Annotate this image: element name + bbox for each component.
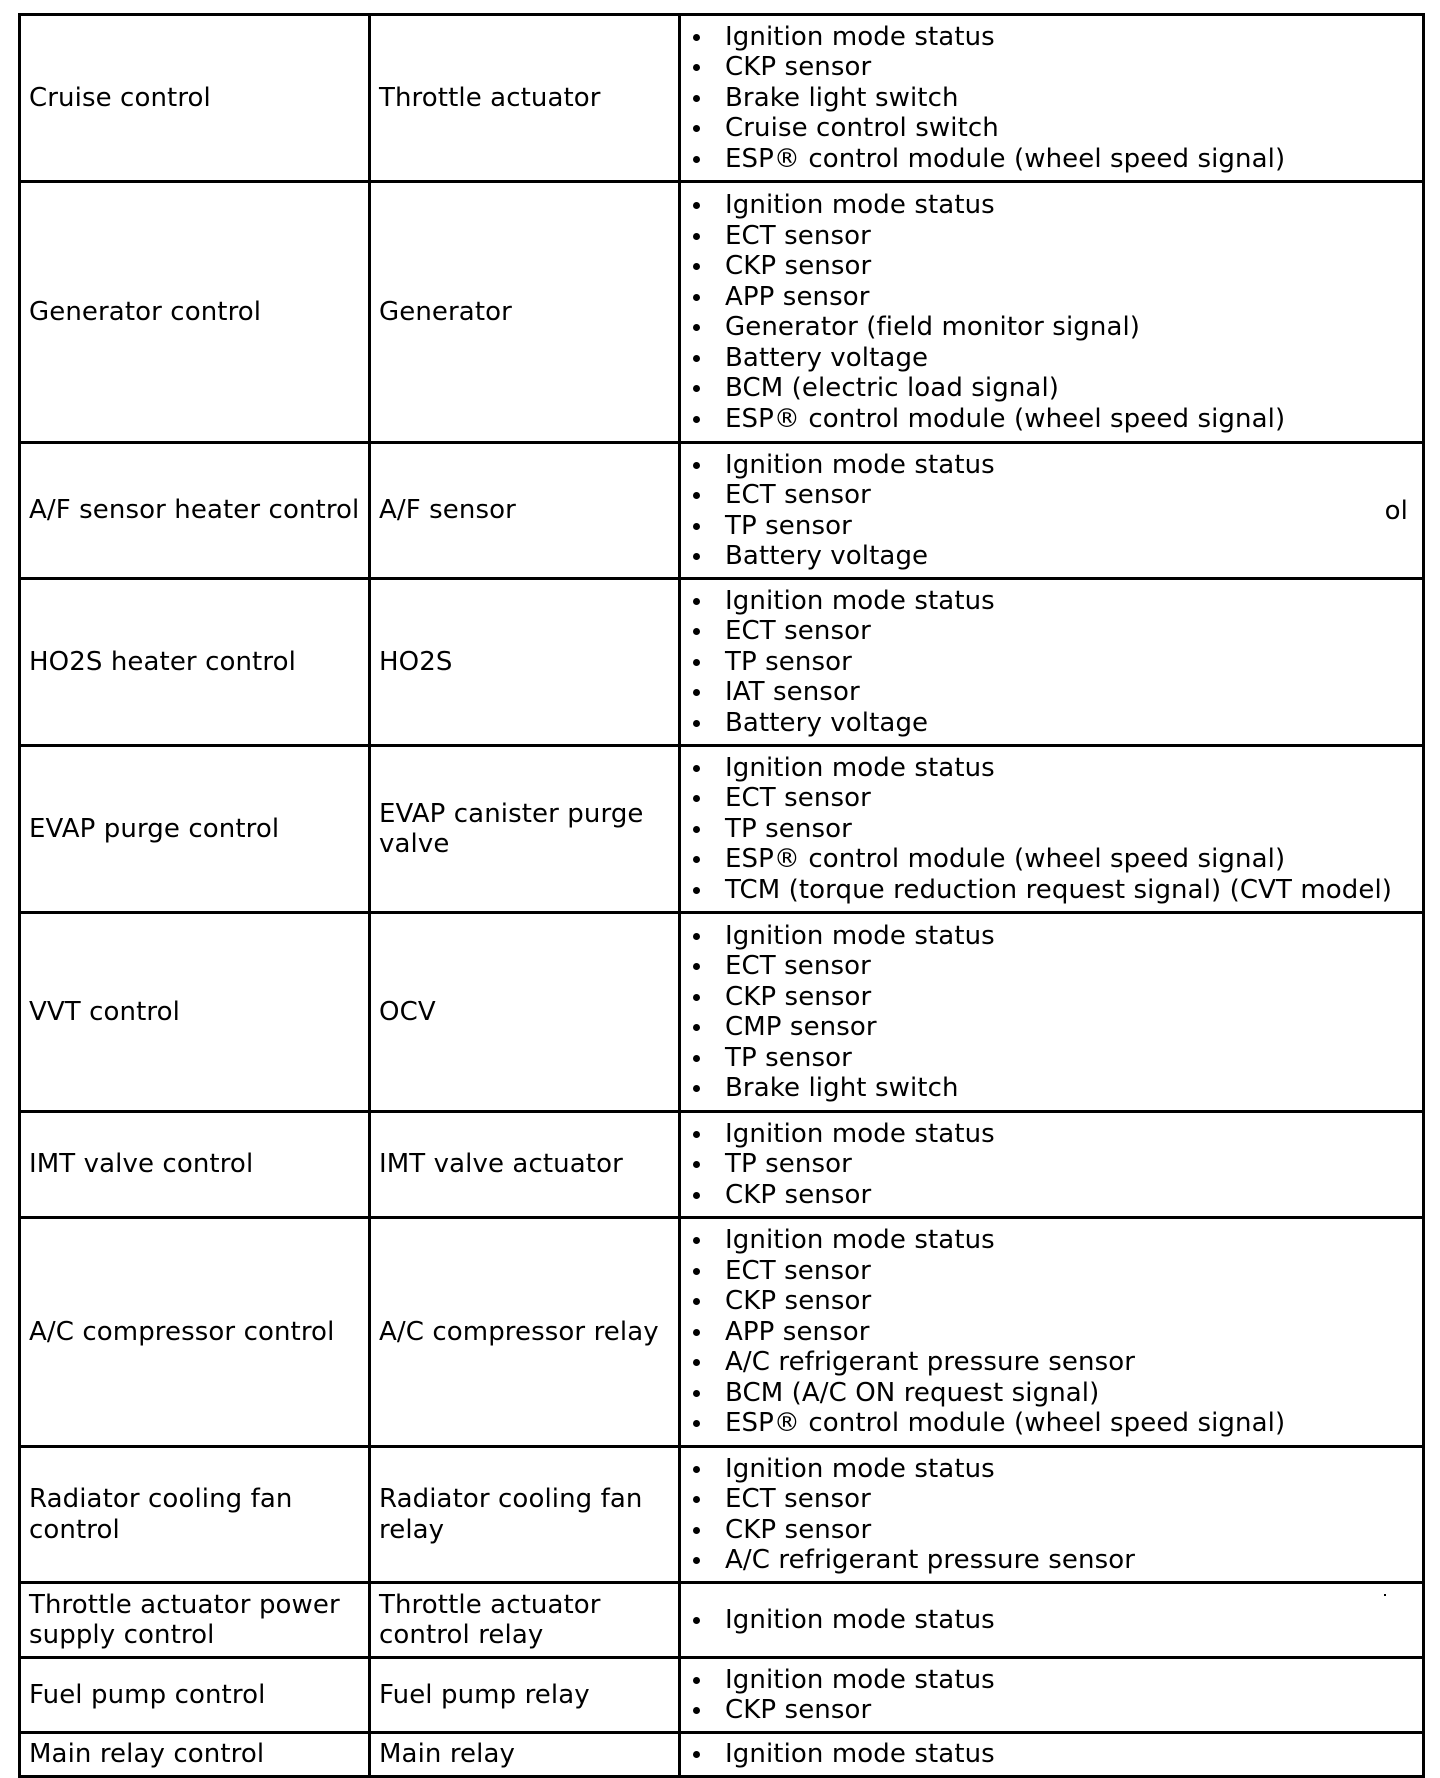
table-row: [20, 443, 1424, 579]
input-item: IAT sensor: [685, 677, 1414, 708]
inputs-cell: [680, 746, 1424, 913]
input-item: CKP sensor: [685, 1286, 1414, 1317]
input-item: ESP® control module (wheel speed signal): [685, 1408, 1414, 1439]
input-item: Ignition mode status: [685, 921, 1414, 952]
input-item: TP sensor: [685, 647, 1414, 678]
input-item: ECT sensor: [685, 616, 1414, 647]
input-item: Ignition mode status: [685, 753, 1414, 784]
control-cell: HO2S heater control: [20, 579, 370, 746]
input-item: Ignition mode status: [685, 22, 1414, 53]
actuator-cell: A/C compressor relay: [370, 1218, 680, 1447]
actuator-cell: Throttle actuator control relay: [370, 1583, 680, 1658]
inputs-list: [685, 1739, 1414, 1770]
input-item: Ignition mode status: [685, 190, 1414, 221]
actuator-cell: HO2S: [370, 579, 680, 746]
input-item: APP sensor: [685, 1317, 1414, 1348]
control-cell: Cruise control: [20, 15, 370, 182]
input-item: Ignition mode status: [685, 586, 1414, 617]
input-item: CKP sensor: [685, 251, 1414, 282]
actuator-cell: A/F sensor: [370, 443, 680, 579]
input-item: Cruise control switch: [685, 113, 1414, 144]
inputs-cell: [680, 1583, 1424, 1658]
actuator-cell: Radiator cooling fan relay: [370, 1447, 680, 1583]
table-body: [20, 15, 1424, 1777]
input-item: CKP sensor: [685, 1515, 1414, 1546]
input-item: CKP sensor: [685, 982, 1414, 1013]
inputs-cell: [680, 182, 1424, 443]
input-item: TP sensor: [685, 1043, 1414, 1074]
input-item: ECT sensor: [685, 1256, 1414, 1287]
inputs-list: [685, 190, 1414, 434]
input-item: Brake light switch: [685, 1073, 1414, 1104]
control-cell: A/C compressor control: [20, 1218, 370, 1447]
input-item: CKP sensor: [685, 1180, 1414, 1211]
stray-dot: [1384, 1594, 1386, 1596]
inputs-list: [685, 22, 1414, 175]
inputs-list: [685, 586, 1414, 739]
control-cell: IMT valve control: [20, 1112, 370, 1218]
input-item: Battery voltage: [685, 343, 1414, 374]
input-item: Battery voltage: [685, 708, 1414, 739]
actuator-cell: OCV: [370, 913, 680, 1112]
control-cell: Throttle actuator power supply control: [20, 1583, 370, 1658]
control-cell: Fuel pump control: [20, 1658, 370, 1733]
control-cell: Main relay control: [20, 1733, 370, 1777]
actuator-cell: Generator: [370, 182, 680, 443]
inputs-cell: [680, 1218, 1424, 1447]
inputs-list: [685, 753, 1414, 906]
input-item: ECT sensor: [685, 221, 1414, 252]
table-row: [20, 1733, 1424, 1777]
control-cell: Radiator cooling fan control: [20, 1447, 370, 1583]
input-item: A/C refrigerant pressure sensor: [685, 1545, 1414, 1576]
input-item: CKP sensor: [685, 1695, 1414, 1726]
inputs-cell: [680, 913, 1424, 1112]
table-row: [20, 1583, 1424, 1658]
table-row: [20, 15, 1424, 182]
inputs-cell: [680, 443, 1424, 579]
table-row: [20, 746, 1424, 913]
input-item: TP sensor: [685, 1149, 1414, 1180]
inputs-list: [685, 921, 1414, 1104]
table-row: [20, 1447, 1424, 1583]
actuator-cell: Fuel pump relay: [370, 1658, 680, 1733]
actuator-cell: Throttle actuator: [370, 15, 680, 182]
input-item: Ignition mode status: [685, 1605, 1414, 1636]
input-item: ECT sensor: [685, 783, 1414, 814]
inputs-cell: [680, 1112, 1424, 1218]
inputs-list: [685, 1119, 1414, 1211]
actuator-cell: Main relay: [370, 1733, 680, 1777]
input-item: TCM (torque reduction request signal) (CVT model): [685, 875, 1414, 906]
control-table: [18, 13, 1425, 1778]
control-cell: Generator control: [20, 182, 370, 443]
input-item: Brake light switch: [685, 83, 1414, 114]
table-row: [20, 1112, 1424, 1218]
table-row: [20, 913, 1424, 1112]
inputs-cell: [680, 1733, 1424, 1777]
input-item: A/C refrigerant pressure sensor: [685, 1347, 1414, 1378]
control-cell: A/F sensor heater control: [20, 443, 370, 579]
input-item: Ignition mode status: [685, 1119, 1414, 1150]
table-row: [20, 579, 1424, 746]
input-item: CMP sensor: [685, 1012, 1414, 1043]
input-item: BCM (electric load signal): [685, 373, 1414, 404]
input-item: Battery voltage: [685, 541, 1414, 572]
input-item: TP sensor: [685, 511, 1414, 542]
inputs-list: [685, 1225, 1414, 1439]
control-cell: EVAP purge control: [20, 746, 370, 913]
inputs-list: [685, 1454, 1414, 1576]
inputs-cell: [680, 15, 1424, 182]
actuator-cell: EVAP canister purge valve: [370, 746, 680, 913]
input-item: CKP sensor: [685, 52, 1414, 83]
table-row: [20, 1658, 1424, 1733]
stray-text: ol: [1384, 495, 1408, 526]
table-row: [20, 1218, 1424, 1447]
input-item: Ignition mode status: [685, 1665, 1414, 1696]
inputs-cell: [680, 1447, 1424, 1583]
input-item: ECT sensor: [685, 480, 1414, 511]
input-item: TP sensor: [685, 814, 1414, 845]
control-cell: VVT control: [20, 913, 370, 1112]
input-item: Ignition mode status: [685, 1739, 1414, 1770]
input-item: Ignition mode status: [685, 450, 1414, 481]
input-item: Generator (field monitor signal): [685, 312, 1414, 343]
input-item: ESP® control module (wheel speed signal): [685, 844, 1414, 875]
input-item: ECT sensor: [685, 1484, 1414, 1515]
inputs-list: [685, 1665, 1414, 1726]
input-item: ESP® control module (wheel speed signal): [685, 404, 1414, 435]
actuator-cell: IMT valve actuator: [370, 1112, 680, 1218]
inputs-cell: [680, 1658, 1424, 1733]
input-item: Ignition mode status: [685, 1225, 1414, 1256]
inputs-list: [685, 450, 1414, 572]
input-item: APP sensor: [685, 282, 1414, 313]
inputs-list: [685, 1605, 1414, 1636]
inputs-cell: [680, 579, 1424, 746]
input-item: ECT sensor: [685, 951, 1414, 982]
input-item: Ignition mode status: [685, 1454, 1414, 1485]
input-item: BCM (A/C ON request signal): [685, 1378, 1414, 1409]
input-item: ESP® control module (wheel speed signal): [685, 144, 1414, 175]
table-row: [20, 182, 1424, 443]
